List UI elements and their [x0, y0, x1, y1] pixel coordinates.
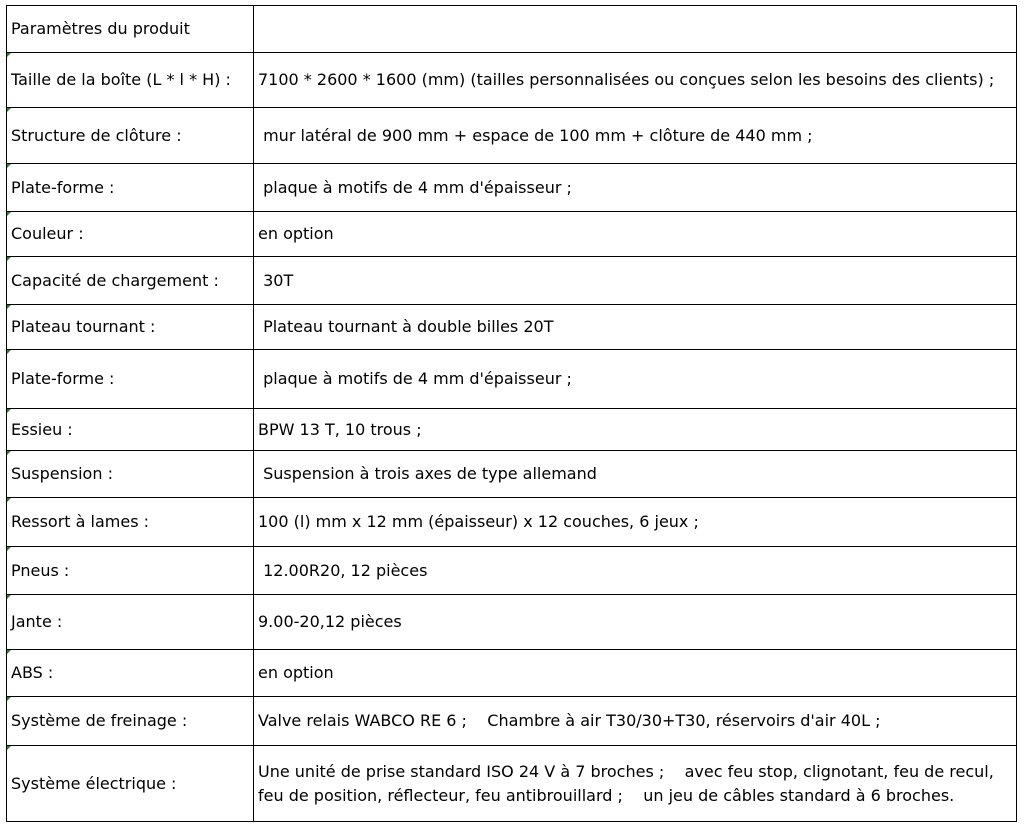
- label-cell: [7, 305, 254, 350]
- cell-marker: [7, 451, 11, 455]
- row-value: en option: [258, 663, 334, 682]
- cell-marker: [7, 164, 11, 168]
- value-cell: [254, 409, 1017, 451]
- table-row: [7, 350, 1017, 409]
- row-label: Plate-forme :: [11, 177, 115, 197]
- label-cell: [7, 257, 254, 305]
- cell-marker: [7, 409, 11, 413]
- label-cell: [7, 547, 254, 595]
- cell-marker: [7, 650, 11, 654]
- value-cell: [254, 697, 1017, 746]
- row-label: Capacité de chargement :: [11, 270, 219, 290]
- table-row: [7, 650, 1017, 697]
- row-value: 7100 * 2600 * 1600 (mm) (tailles personnalisées ou conçues selon les besoins des clients) ;: [258, 70, 995, 89]
- header-label-cell: [7, 6, 254, 53]
- value-cell: [254, 108, 1017, 164]
- label-cell: [7, 451, 254, 498]
- cell-marker: [7, 212, 11, 216]
- row-value: Suspension à trois axes de type allemand: [258, 464, 597, 483]
- table-row: [7, 305, 1017, 350]
- label-cell: [7, 350, 254, 409]
- cell-marker: [7, 257, 11, 261]
- label-cell: [7, 697, 254, 746]
- table-row: [7, 257, 1017, 305]
- row-label: ABS :: [11, 663, 54, 682]
- row-value: 12.00R20, 12 pièces: [258, 560, 428, 580]
- cell-marker: [7, 350, 11, 354]
- value-cell: [254, 547, 1017, 595]
- label-cell: [7, 164, 254, 212]
- cell-marker: [7, 547, 11, 551]
- value-cell: [254, 746, 1017, 822]
- label-cell: [7, 650, 254, 697]
- cell-marker: [7, 746, 11, 750]
- table-row: [7, 164, 1017, 212]
- row-label: Plate-forme :: [11, 369, 115, 388]
- value-cell: [254, 650, 1017, 697]
- label-cell: [7, 746, 254, 822]
- row-label: Taille de la boîte (L * l * H) :: [11, 70, 231, 89]
- header-value-cell: [254, 6, 1017, 53]
- row-value: 9.00-20,12 pièces: [258, 612, 402, 631]
- label-cell: [7, 409, 254, 451]
- table-row: [7, 409, 1017, 451]
- table-row: [7, 746, 1017, 822]
- label-cell: [7, 53, 254, 108]
- table-row: [7, 697, 1017, 746]
- value-cell: [254, 451, 1017, 498]
- row-label: Système électrique :: [11, 773, 177, 793]
- table-row: [7, 108, 1017, 164]
- row-value: 100 (l) mm x 12 mm (épaisseur) x 12 couches, 6 jeux ;: [258, 512, 699, 531]
- label-cell: [7, 595, 254, 650]
- table-row: [7, 595, 1017, 650]
- table-row: [7, 498, 1017, 547]
- value-cell: [254, 350, 1017, 409]
- row-value: Plateau tournant à double billes 20T: [258, 317, 554, 336]
- row-label: Jante :: [11, 612, 63, 631]
- header-label: Paramètres du produit: [11, 19, 190, 38]
- row-value: en option: [258, 224, 334, 243]
- cell-marker: [7, 108, 11, 112]
- table-header-row: [7, 6, 1017, 53]
- value-cell: [254, 164, 1017, 212]
- row-value: mur latéral de 900 mm + espace de 100 mm + clôture de 440 mm ;: [258, 125, 813, 145]
- cell-marker: [7, 53, 11, 57]
- value-cell: [254, 305, 1017, 350]
- label-cell: [7, 212, 254, 257]
- cell-marker: [7, 498, 11, 502]
- table-row: [7, 451, 1017, 498]
- table-row: [7, 547, 1017, 595]
- cell-marker: [7, 305, 11, 309]
- row-value: plaque à motifs de 4 mm d'épaisseur ;: [258, 369, 572, 388]
- label-cell: [7, 498, 254, 547]
- row-label: Ressort à lames :: [11, 512, 150, 531]
- row-label: Pneus :: [11, 560, 70, 580]
- value-cell: [254, 257, 1017, 305]
- row-label: Structure de clôture :: [11, 125, 182, 145]
- cell-marker: [7, 697, 11, 701]
- row-value: BPW 13 T, 10 trous ;: [258, 419, 422, 439]
- row-label: Essieu :: [11, 419, 73, 439]
- row-value: Valve relais WABCO RE 6 ; Chambre à air T30/30+T30, réservoirs d'air 40L ;: [258, 711, 881, 730]
- row-label: Couleur :: [11, 224, 84, 243]
- row-label: Suspension :: [11, 464, 113, 483]
- row-value: 30T: [258, 270, 294, 290]
- product-parameters-table: [6, 5, 1017, 822]
- row-label: Plateau tournant :: [11, 317, 156, 336]
- table-row: [7, 53, 1017, 108]
- value-cell: [254, 212, 1017, 257]
- row-value: plaque à motifs de 4 mm d'épaisseur ;: [258, 177, 572, 197]
- cell-marker: [7, 595, 11, 599]
- value-cell: [254, 595, 1017, 650]
- value-cell: [254, 498, 1017, 547]
- row-label: Système de freinage :: [11, 711, 188, 730]
- row-value: Une unité de prise standard ISO 24 V à 7 broches ; avec feu stop, clignotant, feu de recul, feu de position, réflecteur, feu antibrouillard ; un jeu de câbles standard à 6 broches.: [258, 761, 999, 805]
- table-row: [7, 212, 1017, 257]
- value-cell: [254, 53, 1017, 108]
- label-cell: [7, 108, 254, 164]
